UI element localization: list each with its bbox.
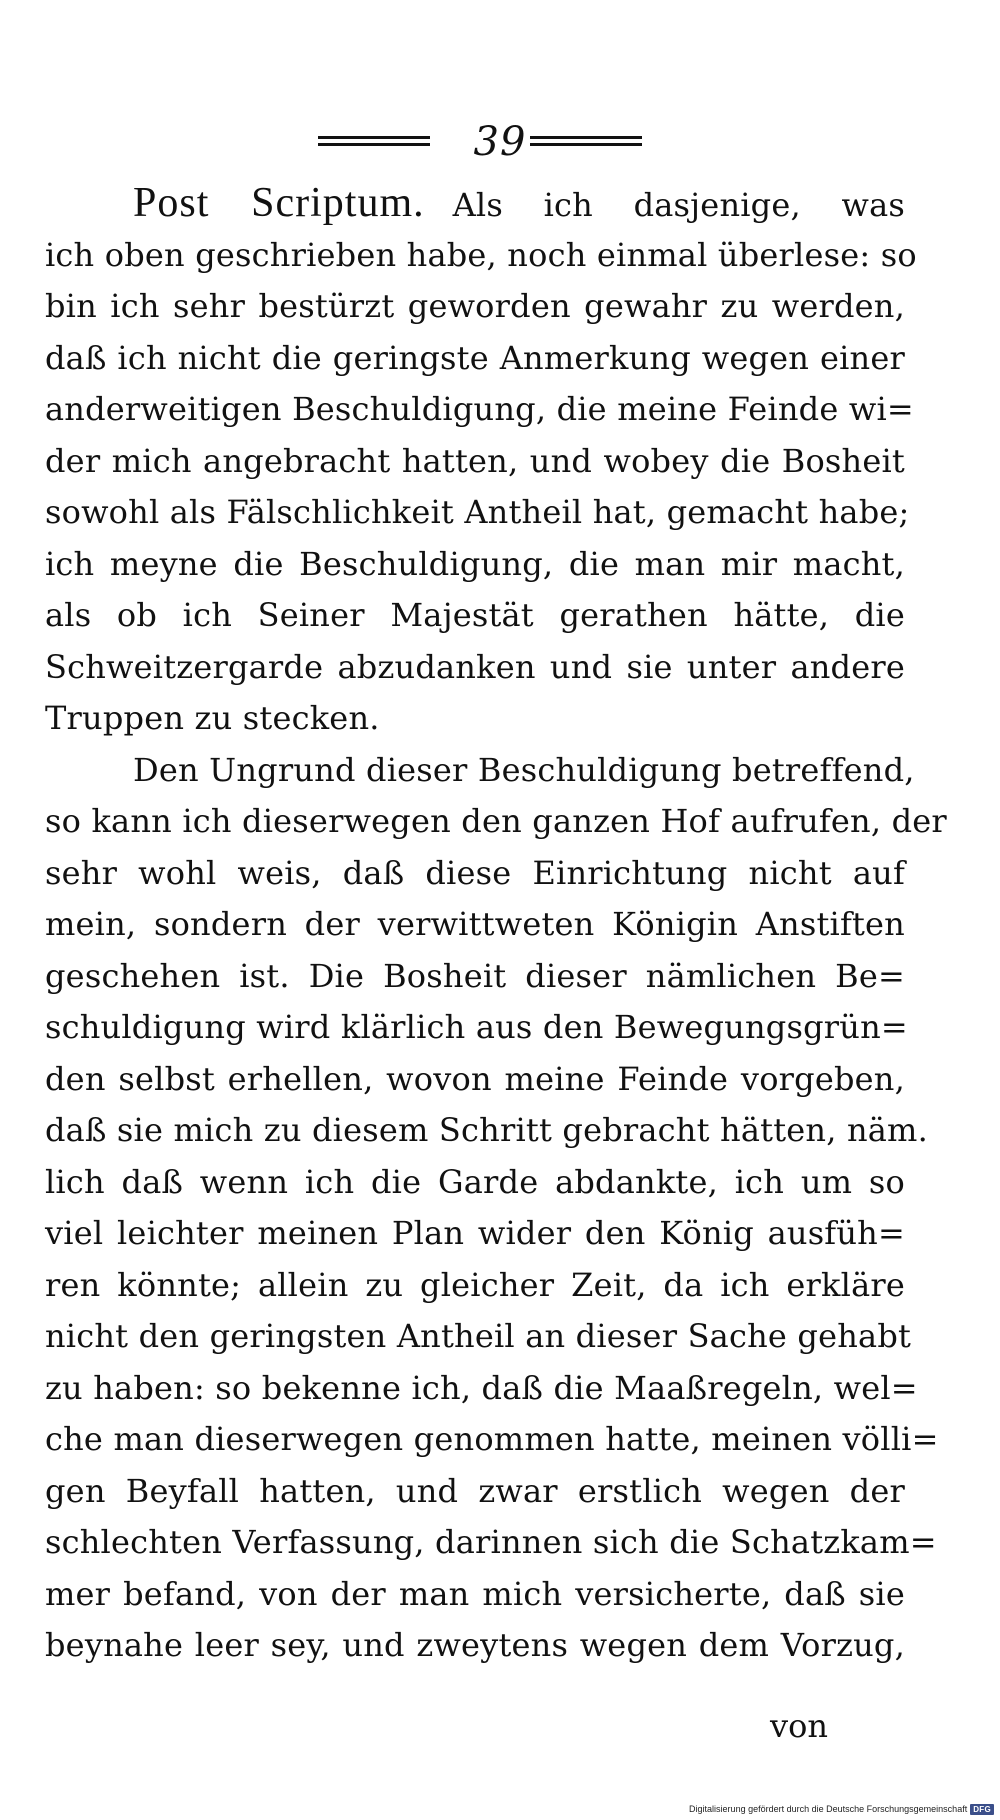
postscript-label: Post Scriptum. [133,180,425,226]
text-line-13: so kann ich dieserwegen den ganzen Hof aufrufen, der [45,802,947,840]
text-line-10: Schweitzergarde abzudanken und sie unter andere [45,647,905,686]
text-line-12: Den Ungrund dieser Beschuldigung betreffend, [133,750,915,789]
text-line-9: als ob ich Seiner Majestät gerathen hätte, die [45,596,905,634]
text-line-11: Truppen zu stecken. [45,699,380,737]
header-rule-right [530,136,642,146]
catchword: von [770,1707,828,1745]
text-line-24: zu haben: so bekenne ich, daß die Maaßregeln, wel= [45,1368,918,1407]
text-line-14: sehr wohl weis, daß diese Einrichtung nicht auf [45,853,905,892]
text-line-19: daß sie mich zu diesem Schritt gebracht hätten, näm. [45,1111,928,1149]
text-line-29: beynahe leer sey, und zweytens wegen dem Vorzug, [45,1626,905,1664]
text-line-17: schuldigung wird klärlich aus den Bewegungsgrün= [45,1008,908,1046]
text-line-6: der mich angebracht hatten, und wobey die Bosheit [45,441,905,480]
body-text [45,178,947,1672]
text-line-18: den selbst erhellen, wovon meine Feinde vorgeben, [45,1059,905,1098]
text-line-7: sowohl als Fälschlichkeit Antheil hat, gemacht habe; [45,493,910,531]
page-number: 39 [473,119,527,165]
text-line-3: bin ich sehr bestürzt geworden gewahr zu werden, [45,287,905,325]
text-line-20: lich daß wenn ich die Garde abdankte, ich um so [45,1162,905,1201]
dfg-logo-icon: DFG [970,1804,994,1815]
footer-credit: Digitalisierung gefördert durch die Deutsche Forschungsgemeinschaft [689,1804,968,1814]
digitization-footer [689,1802,994,1816]
text-line-1 [45,178,905,230]
text-line-2: ich oben geschrieben habe, noch einmal überlese: so [45,235,917,274]
page-header [0,118,1000,178]
text-line-25: che man dieserwegen genommen hatte, meinen völli= [45,1420,939,1458]
text-line-16: geschehen ist. Die Bosheit dieser nämlichen Be= [45,956,905,995]
text-line-5: anderweitigen Beschuldigung, die meine Feinde wi= [45,390,914,428]
text-line-28: mer befand, von der man mich versicherte, daß sie [45,1574,905,1613]
text-line-23: nicht den geringsten Antheil an dieser Sache gehabt [45,1317,912,1355]
text-line-21: viel leichter meinen Plan wider den König ausfüh= [45,1214,905,1252]
text-line-4: daß ich nicht die geringste Anmerkung wegen einer [45,338,905,377]
text-line-27: schlechten Verfassung, darinnen sich die Schatzkam= [45,1523,937,1561]
text-line-26: gen Beyfall hatten, und zwar erstlich wegen der [45,1471,905,1510]
text-line-1-content: Als ich dasjenige, was [452,186,905,224]
text-line-15: mein, sondern der verwittweten Königin Anstiften [45,905,905,943]
text-line-22: ren könnte; allein zu gleicher Zeit, da ich erkläre [45,1265,905,1304]
text-line-8: ich meyne die Beschuldigung, die man mir macht, [45,544,905,583]
